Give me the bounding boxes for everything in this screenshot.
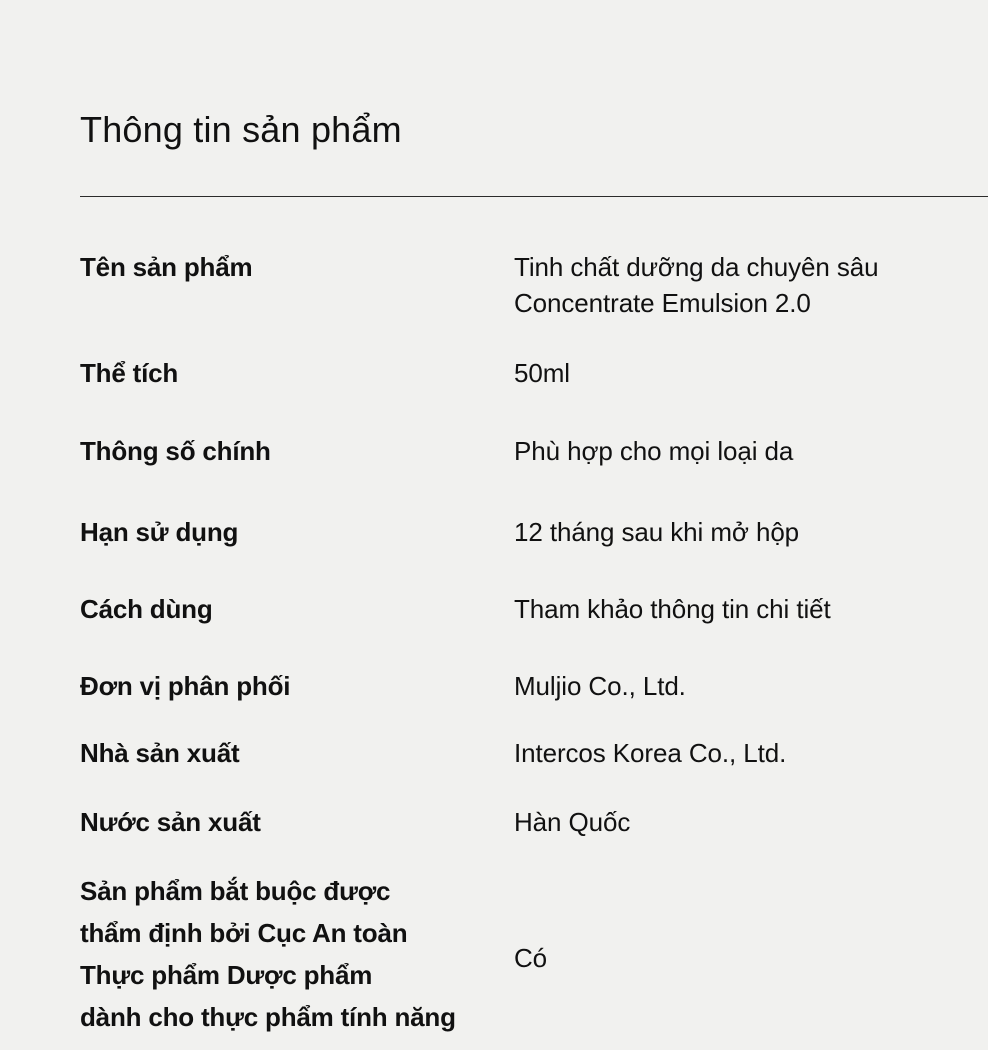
spec-label-usage: Cách dùng [80,594,213,624]
spec-label-certification-line-3: Thực phẩm Dược phẩm [80,960,373,990]
spec-value-main-spec: Phù hợp cho mọi loại da [514,436,794,466]
spec-value-certification: Có [514,943,548,973]
spec-value-volume: 50ml [514,358,570,388]
spec-label-country-of-origin: Nước sản xuất [80,807,261,837]
spec-label-certification-line-1: Sản phẩm bắt buộc được [80,876,391,906]
spec-label-certification-line-4: dành cho thực phẩm tính năng [80,1002,456,1032]
spec-value-product-name-line-1: Tinh chất dưỡng da chuyên sâu [514,252,879,282]
spec-value-expiry: 12 tháng sau khi mở hộp [514,517,800,547]
spec-label-volume: Thể tích [80,358,179,388]
spec-label-expiry: Hạn sử dụng [80,517,239,547]
title-divider [80,196,988,197]
spec-value-product-name-line-2: Concentrate Emulsion 2.0 [514,288,811,318]
spec-label-manufacturer: Nhà sản xuất [80,738,240,768]
spec-value-usage: Tham khảo thông tin chi tiết [514,594,831,624]
spec-label-certification-line-2: thẩm định bởi Cục An toàn [80,918,408,948]
spec-value-distributor: Muljio Co., Ltd. [514,671,686,701]
spec-label-main-spec: Thông số chính [80,436,271,466]
spec-label-distributor: Đơn vị phân phối [80,671,291,701]
spec-label-product-name: Tên sản phẩm [80,252,253,282]
spec-value-country-of-origin: Hàn Quốc [514,807,631,837]
section-title: Thông tin sản phẩm [80,109,402,150]
spec-value-manufacturer: Intercos Korea Co., Ltd. [514,738,787,768]
